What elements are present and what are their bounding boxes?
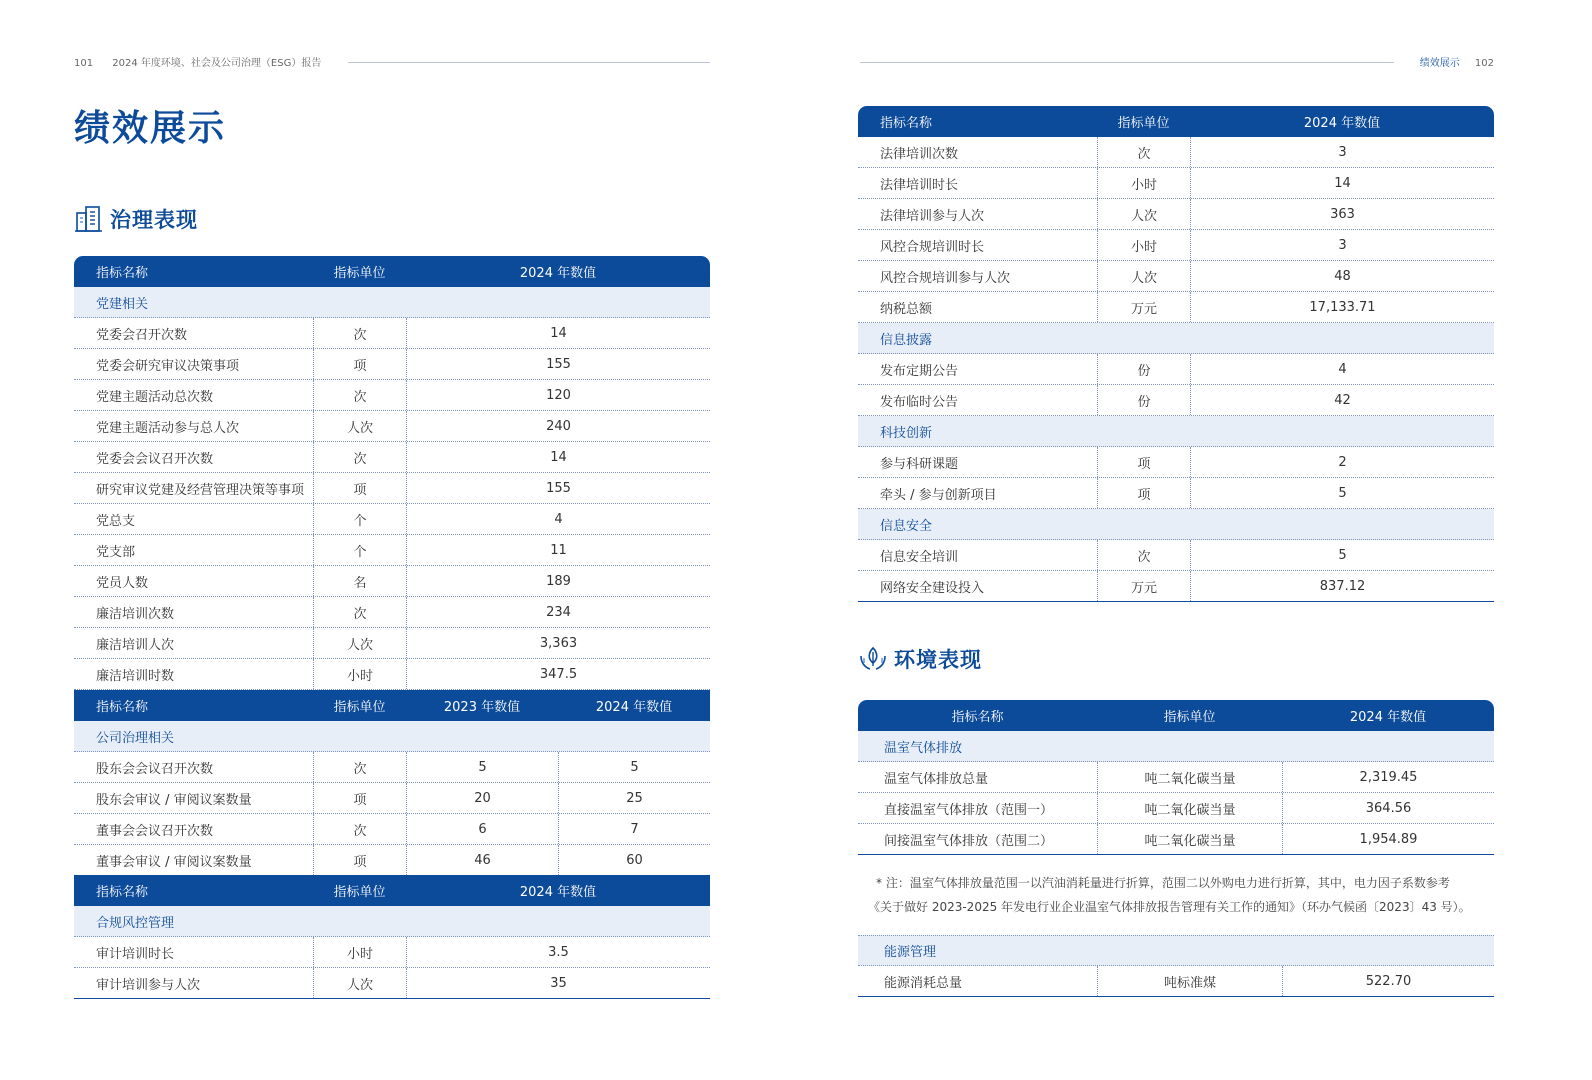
table-body	[858, 966, 1494, 997]
table-row	[74, 937, 710, 968]
cell-value: 6	[406, 814, 558, 844]
cell-unit: 人次	[1097, 261, 1190, 291]
cell-value: 48	[1190, 261, 1494, 291]
table-row	[858, 199, 1494, 230]
group-row-info-security: 信息安全	[858, 509, 1494, 540]
cell-unit: 小时	[313, 659, 406, 689]
cell-unit: 次	[313, 752, 406, 782]
cell-unit: 小时	[1097, 168, 1190, 198]
page-number-left: 101	[74, 58, 94, 69]
cell-value: 11	[406, 535, 710, 565]
header-value-2024: 2024 年数值	[519, 266, 597, 281]
table-row	[74, 566, 710, 597]
cell-indicator-name: 股东会会议召开次数	[96, 761, 214, 777]
energy-table	[858, 935, 1494, 997]
report-title: 2024 年度环境、社会及公司治理（ESG）报告	[112, 58, 322, 69]
table-row	[74, 659, 710, 690]
table-body-training	[858, 137, 1494, 323]
cell-value: 240	[406, 411, 710, 441]
cell-indicator-name: 党员人数	[96, 575, 149, 591]
cell-unit: 吨标准煤	[1097, 966, 1282, 996]
cell-value: 3	[1190, 230, 1494, 260]
cell-value: 4	[406, 504, 710, 534]
building-icon	[74, 204, 104, 234]
cell-unit: 吨二氧化碳当量	[1097, 762, 1282, 792]
header-rule-right	[860, 62, 1394, 63]
running-header-left	[74, 54, 321, 69]
cell-value: 2,319.45	[1282, 762, 1494, 792]
cell-indicator-name: 风控合规培训时长	[880, 239, 985, 255]
cell-indicator-name: 党总支	[96, 513, 136, 529]
cell-value: 14	[1190, 168, 1494, 198]
cell-indicator-name: 党委会会议召开次数	[96, 451, 214, 467]
cell-unit: 项	[1097, 478, 1190, 508]
cell-indicator-name: 党支部	[96, 544, 136, 560]
table-row	[858, 168, 1494, 199]
cell-value: 5	[1190, 478, 1494, 508]
cell-unit: 人次	[1097, 199, 1190, 229]
corporate-governance-table	[74, 690, 710, 876]
header-indicator-unit: 指标单位	[333, 266, 386, 281]
cell-unit: 次	[313, 318, 406, 348]
cell-indicator-name: 廉洁培训人次	[96, 637, 175, 653]
cell-unit: 份	[1097, 385, 1190, 415]
table-row	[74, 349, 710, 380]
table-row	[74, 318, 710, 349]
group-row-energy: 能源管理	[858, 935, 1494, 966]
table-row	[858, 261, 1494, 292]
cell-value: 3	[1190, 137, 1494, 167]
cell-indicator-name: 审计培训参与人次	[96, 977, 201, 993]
cell-unit: 次	[313, 380, 406, 410]
governance-section-title: 治理表现	[110, 208, 198, 232]
header-indicator-name: 指标名称	[96, 266, 149, 281]
table-row	[74, 968, 710, 999]
cell-value: 155	[406, 349, 710, 379]
cell-value: 46	[406, 845, 558, 875]
cell-value: 5	[406, 752, 558, 782]
page-number-right: 102	[1474, 58, 1494, 69]
leaf-hands-icon	[858, 644, 888, 674]
table-body-disclosure	[858, 354, 1494, 416]
table-row	[858, 447, 1494, 478]
cell-value: 14	[406, 442, 710, 472]
cell-value: 364.56	[1282, 793, 1494, 823]
cell-unit: 万元	[1097, 292, 1190, 322]
cell-indicator-name: 能源消耗总量	[884, 975, 963, 991]
cell-value: 3.5	[406, 937, 710, 967]
cell-unit: 人次	[313, 968, 406, 998]
cell-value: 155	[406, 473, 710, 503]
cell-value: 522.70	[1282, 966, 1494, 996]
cell-value: 234	[406, 597, 710, 627]
footnote-line-1: * 注：温室气体排放量范围一以汽油消耗量进行折算，范围二以外购电力进行折算，其中，电力因子系数参考	[876, 876, 1450, 890]
ghg-emissions-table	[858, 700, 1494, 855]
cell-indicator-name: 网络安全建设投入	[880, 580, 985, 596]
cell-indicator-name: 廉洁培训时数	[96, 668, 175, 684]
cell-unit: 项	[313, 473, 406, 503]
cell-value: 2	[1190, 447, 1494, 477]
header-indicator-unit: 指标单位	[1117, 116, 1170, 131]
cell-indicator-name: 董事会会议召开次数	[96, 823, 214, 839]
running-header-right	[1420, 54, 1494, 69]
page-title: 绩效展示	[74, 108, 227, 149]
cell-unit: 次	[1097, 137, 1190, 167]
cell-unit: 次	[313, 814, 406, 844]
header-rule-left	[348, 62, 710, 63]
table-row	[74, 442, 710, 473]
cell-unit: 项	[313, 845, 406, 875]
cell-indicator-name: 法律培训参与人次	[880, 208, 985, 224]
environment-section-heading	[858, 644, 982, 674]
cell-indicator-name: 温室气体排放总量	[884, 771, 989, 787]
cell-indicator-name: 风控合规培训参与人次	[880, 270, 1011, 286]
cell-indicator-name: 纳税总额	[880, 301, 933, 317]
cell-unit: 小时	[1097, 230, 1190, 260]
cell-value: 35	[406, 968, 710, 998]
cell-value: 4	[1190, 354, 1494, 384]
table-row	[74, 411, 710, 442]
header-indicator-unit: 指标单位	[333, 885, 386, 900]
cell-unit: 份	[1097, 354, 1190, 384]
cell-value: 25	[558, 783, 710, 813]
party-building-table	[74, 256, 710, 690]
table-row	[74, 535, 710, 566]
table-body	[74, 318, 710, 690]
table-row	[858, 571, 1494, 602]
table-row	[858, 478, 1494, 509]
cell-value: 5	[1190, 540, 1494, 570]
cell-unit: 吨二氧化碳当量	[1097, 793, 1282, 823]
table-row	[74, 783, 710, 814]
cell-value: 60	[558, 845, 710, 875]
cell-value: 3,363	[406, 628, 710, 658]
compliance-table	[74, 875, 710, 999]
cell-indicator-name: 股东会审议 / 审阅议案数量	[96, 792, 252, 808]
cell-unit: 小时	[313, 937, 406, 967]
cell-indicator-name: 廉洁培训次数	[96, 606, 175, 622]
header-value-2024: 2024 年数值	[1349, 710, 1427, 725]
table-row	[858, 385, 1494, 416]
group-row-innovation: 科技创新	[858, 416, 1494, 447]
cell-value: 347.5	[406, 659, 710, 689]
cell-indicator-name: 党建主题活动总次数	[96, 389, 214, 405]
cell-unit: 次	[1097, 540, 1190, 570]
table-row	[74, 504, 710, 535]
cell-indicator-name: 党建主题活动参与总人次	[96, 420, 240, 436]
environment-section-title: 环境表现	[894, 648, 982, 672]
header-indicator-name: 指标名称	[96, 885, 149, 900]
cell-indicator-name: 法律培训次数	[880, 146, 959, 162]
cell-unit: 项	[313, 349, 406, 379]
table-row	[858, 137, 1494, 168]
governance-section-heading	[74, 204, 198, 234]
table-header	[858, 700, 1494, 731]
header-value-2024: 2024 年数值	[519, 885, 597, 900]
cell-value: 837.12	[1190, 571, 1494, 601]
cell-value: 1,954.89	[1282, 824, 1494, 854]
group-row-compliance: 合规风控管理	[74, 906, 710, 937]
table-body-innovation	[858, 447, 1494, 509]
table-row	[858, 793, 1494, 824]
cell-indicator-name: 法律培训时长	[880, 177, 959, 193]
cell-indicator-name: 直接温室气体排放（范围一）	[884, 802, 1054, 818]
table-header	[74, 690, 710, 721]
cell-indicator-name: 间接温室气体排放（范围二）	[884, 833, 1054, 849]
table-body	[74, 752, 710, 876]
cell-unit: 项	[313, 783, 406, 813]
cell-indicator-name: 发布临时公告	[880, 394, 959, 410]
cell-value: 189	[406, 566, 710, 596]
header-indicator-name: 指标名称	[96, 700, 149, 715]
table-row	[858, 540, 1494, 571]
cell-indicator-name: 参与科研课题	[880, 456, 959, 472]
cell-value: 17,133.71	[1190, 292, 1494, 322]
table-row	[858, 354, 1494, 385]
table-row	[74, 752, 710, 783]
cell-indicator-name: 发布定期公告	[880, 363, 959, 379]
cell-unit: 人次	[313, 411, 406, 441]
governance-continued-table	[858, 106, 1494, 602]
cell-unit: 次	[313, 442, 406, 472]
table-header	[74, 256, 710, 287]
cell-indicator-name: 信息安全培训	[880, 549, 959, 565]
table-row	[858, 230, 1494, 261]
table-row	[74, 473, 710, 504]
cell-indicator-name: 研究审议党建及经营管理决策等事项	[96, 482, 305, 498]
cell-indicator-name: 党委会召开次数	[96, 327, 188, 343]
table-header	[74, 875, 710, 906]
table-row	[74, 628, 710, 659]
header-indicator-unit: 指标单位	[1163, 710, 1216, 725]
table-row	[74, 380, 710, 411]
header-value-2023: 2023 年数值	[443, 700, 521, 715]
header-indicator-name: 指标名称	[951, 710, 1004, 725]
table-body	[74, 937, 710, 999]
table-row	[858, 966, 1494, 997]
cell-unit: 吨二氧化碳当量	[1097, 824, 1282, 854]
cell-unit: 名	[313, 566, 406, 596]
header-value-2024: 2024 年数值	[1303, 116, 1381, 131]
cell-value: 7	[558, 814, 710, 844]
cell-unit: 项	[1097, 447, 1190, 477]
group-row-disclosure: 信息披露	[858, 323, 1494, 354]
table-body	[858, 762, 1494, 855]
group-row-corporate-governance: 公司治理相关	[74, 721, 710, 752]
cell-value: 120	[406, 380, 710, 410]
cell-unit: 次	[313, 597, 406, 627]
table-row	[858, 762, 1494, 793]
header-indicator-name: 指标名称	[880, 116, 933, 131]
table-body-info-security	[858, 540, 1494, 602]
table-row	[74, 814, 710, 845]
table-row	[74, 845, 710, 876]
cell-indicator-name: 党委会研究审议决策事项	[96, 358, 240, 374]
cell-indicator-name: 牵头 / 参与创新项目	[880, 487, 997, 503]
table-row	[858, 292, 1494, 323]
cell-value: 42	[1190, 385, 1494, 415]
header-value-2024: 2024 年数值	[595, 700, 673, 715]
cell-unit: 个	[313, 535, 406, 565]
cell-value: 14	[406, 318, 710, 348]
cell-indicator-name: 董事会审议 / 审阅议案数量	[96, 854, 252, 870]
cell-unit: 万元	[1097, 571, 1190, 601]
running-section-name: 绩效展示	[1419, 58, 1460, 69]
table-row	[858, 824, 1494, 855]
footnote-line-2: 《关于做好 2023-2025 年发电行业企业温室气体排放报告管理有关工作的通知》（环办气候函〔2023〕43 号）。	[868, 900, 1471, 914]
header-indicator-unit: 指标单位	[333, 700, 386, 715]
group-row-ghg: 温室气体排放	[858, 731, 1494, 762]
cell-unit: 个	[313, 504, 406, 534]
group-row-party-building: 党建相关	[74, 287, 710, 318]
cell-indicator-name: 审计培训时长	[96, 946, 175, 962]
table-header	[858, 106, 1494, 137]
cell-value: 5	[558, 752, 710, 782]
ghg-footnote	[858, 871, 1494, 919]
table-row	[74, 597, 710, 628]
cell-value: 363	[1190, 199, 1494, 229]
cell-unit: 人次	[313, 628, 406, 658]
cell-value: 20	[406, 783, 558, 813]
